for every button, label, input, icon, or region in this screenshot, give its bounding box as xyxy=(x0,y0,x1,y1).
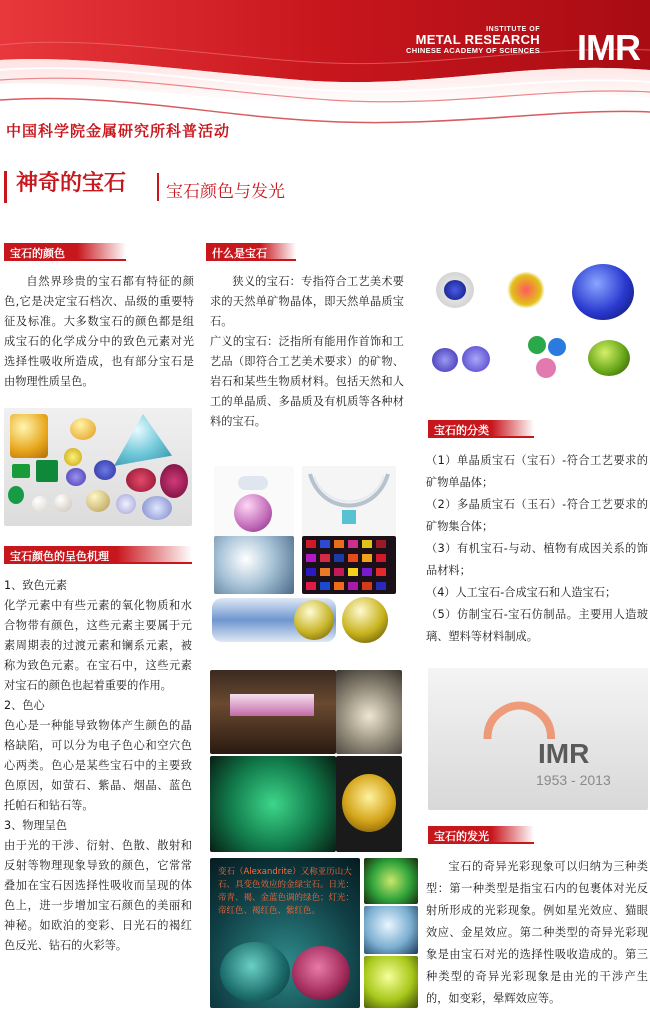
yellow-cats-eye-image xyxy=(336,756,402,852)
logo-institute-line3: CHINESE ACADEMY OF SCIENCES xyxy=(406,45,540,55)
logo-institute-line1: INSTITUTE OF xyxy=(486,26,540,33)
section-heading-color-text: 宝石的颜色 xyxy=(10,247,65,260)
mechanism-item-2: 2、色心 xyxy=(4,699,45,712)
classification-item-5: （5）仿制宝石-宝石仿制品。主要用人造玻璃、塑料等材料制成。 xyxy=(426,608,648,643)
imr-60th-anniversary-crystal-image xyxy=(428,668,648,810)
cats-eye-gem-image-2 xyxy=(342,597,388,643)
title-bar-right xyxy=(157,173,159,201)
section-heading-what-text: 什么是宝石 xyxy=(212,247,267,260)
classification-item-2: （2）多晶质宝石（玉石）-符合工艺要求的矿物集合体； xyxy=(426,498,648,533)
section-heading-glow-text: 宝石的发光 xyxy=(434,830,489,843)
diamond-image xyxy=(214,536,294,594)
mechanism-item-1: 化学元素中有些元素的氧化物质和水合物带有颜色，这些元素主要属于元素周期表的过渡元素和镧系元素，被称为致色元素。在宝石中，这些元素对宝石的颜色也起着重要的作用。 xyxy=(4,599,192,692)
blue-sapphire-image xyxy=(572,264,634,320)
blue-gem-image xyxy=(364,906,418,954)
multi-gem-jewelry-image xyxy=(524,332,572,384)
pink-gem-pendant-image xyxy=(214,466,294,538)
mechanism-text-block xyxy=(4,576,192,956)
page-title: 神奇的宝石 xyxy=(16,171,127,196)
section-heading-classification-text: 宝石的分类 xyxy=(434,424,489,437)
green-ring-gem-image xyxy=(364,858,418,904)
section-heading-glow xyxy=(428,826,534,844)
section-heading-classification xyxy=(428,420,534,438)
what-text-block xyxy=(210,272,404,432)
crystal-logo-text: IMR xyxy=(538,738,590,769)
alexandrite-image xyxy=(210,858,360,1008)
color-text-block xyxy=(4,272,194,392)
tanzanite-rings-image xyxy=(426,336,498,380)
necklace-shape xyxy=(302,466,396,538)
section-heading-color xyxy=(4,243,126,261)
classification-item-4: （4）人工宝石-合成宝石和人造宝石； xyxy=(426,586,617,599)
peridot-gem-image xyxy=(364,956,418,1008)
diamond-necklace-image xyxy=(302,466,396,538)
crystal-years-text: 1953 - 2013 xyxy=(536,772,611,788)
section-heading-mechanism xyxy=(4,546,192,564)
event-title: 中国科学院金属研究所科普活动 xyxy=(6,122,231,140)
gem-collection-image xyxy=(4,408,192,526)
section-heading-what xyxy=(206,243,296,261)
logo-imr-mark: IMR xyxy=(577,27,640,68)
sapphire-ring-image xyxy=(428,262,482,318)
alexandrite-caption: 变石（Alexandrite）又称亚历山大石、具变色效应的金绿宝石。日光：帝青、褐、金蓝色调的绿色；灯光：帝红色、褐红色、紫红色。 xyxy=(218,867,355,916)
mechanism-item-3: 色心是一种能导致物体产生颜色的晶格缺陷，可以分为电子色心和空穴色心两类。色心是某些宝石中的主要致色原因，如萤石、紫晶、烟晶、蓝色托帕石和钻石等。 xyxy=(4,719,192,812)
glow-text-block xyxy=(426,856,648,1010)
imr-logo xyxy=(392,26,640,72)
what-broad-text: 广义的宝石：泛指所有能用作首饰和工艺品（即符合工艺美术要求）的矿物、岩石和某些生物质材料。包括天然和人工的单晶质、多晶质及有机质等各种材料的宝石。 xyxy=(210,335,404,428)
mechanism-item-4: 3、物理呈色 xyxy=(4,819,68,832)
turtle-brooch-image xyxy=(582,334,636,384)
page-subtitle: 宝石颜色与发光 xyxy=(166,182,285,202)
crystal-logo-shape: ◠ xyxy=(480,681,549,781)
colored-gems-grid-image xyxy=(302,536,396,594)
color-text: 自然界珍贵的宝石都有特征的颜色,它是决定宝石档次、品级的重要特征及标准。大多数宝石的颜色都是组成宝石的化学成分中的致色元素对光选择性吸收所造成，也有部分宝石是由物理性质呈色。 xyxy=(4,275,194,388)
classification-item-3: （3）有机宝石-与动、植物有成因关系的饰品材料； xyxy=(426,542,648,577)
classification-item-1: （1）单晶质宝石（宝石）-符合工艺要求的矿物单晶体； xyxy=(426,454,648,489)
title-bar-left xyxy=(4,171,7,203)
mechanism-item-5: 由于光的干涉、衍射、色散、散射和反射等物理现象导致的颜色，它常常叠加在宝石因选择性吸收而呈现的体色上，进一步增加宝石颜色的美丽和神秘。如欧泊的变彩、日光石的褐红色反光、钻石的火彩等。 xyxy=(4,839,192,952)
gold-flower-brooch-image xyxy=(500,264,552,316)
mechanism-item-0: 1、致色元素 xyxy=(4,579,68,592)
logo-institute-line2: METAL RESEARCH xyxy=(415,32,540,48)
gem-grid xyxy=(302,536,396,594)
what-narrow-text: 狭义的宝石：专指符合工艺美术要求的天然单矿物晶体，即天然单晶质宝石。 xyxy=(210,275,404,328)
rough-ruby-image xyxy=(210,670,336,754)
classification-list xyxy=(426,450,648,648)
cats-eye-gem-image-1 xyxy=(294,600,334,640)
rough-diamond-image xyxy=(336,670,402,754)
section-heading-mechanism-text: 宝石颜色的呈色机理 xyxy=(10,550,109,563)
emerald-crystal-image xyxy=(210,756,336,852)
glow-text: 宝石的奇异光彩现象可以归纳为三种类型：第一种类型是指宝石内的包裹体对光反射所形成的光彩现象。例如星光效应、猫眼效应、金星效应。第二种类型的奇异光彩现象是由宝石对光的选择性吸收造成的。第三种类型的奇异光彩现象是由光的干涉产生的，如变彩，晕辉效应等。 xyxy=(426,860,648,1005)
